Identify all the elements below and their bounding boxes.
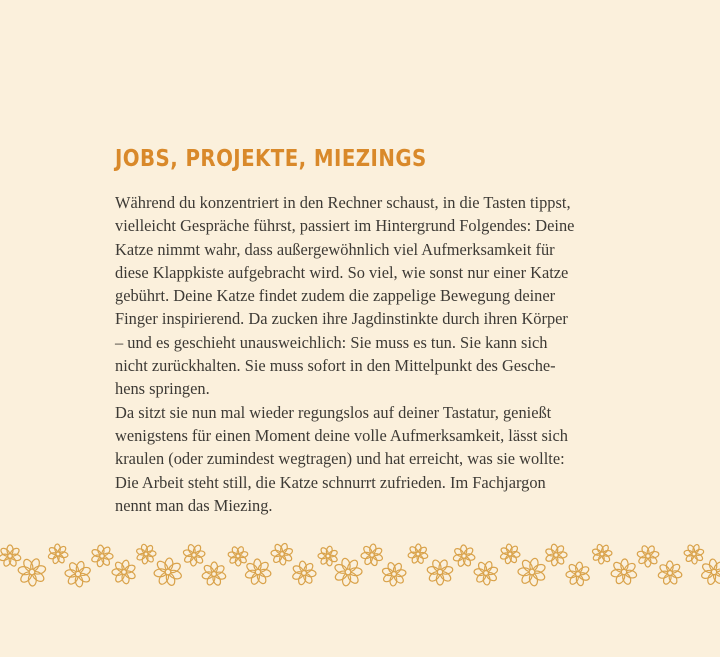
daisy-flower-icon bbox=[65, 561, 92, 588]
text-line: kraulen (oder zumindest wegtragen) und hat erreicht, was sie wollte: bbox=[115, 449, 565, 469]
daisy-flower-icon bbox=[658, 561, 683, 585]
daisy-flower-icon bbox=[112, 560, 136, 585]
daisy-flower-icon bbox=[545, 544, 567, 567]
text-line: nennt man das Miezing. bbox=[115, 495, 273, 515]
daisy-flower-icon bbox=[334, 557, 363, 586]
daisy-flower-icon bbox=[202, 562, 227, 586]
daisy-flower-icon bbox=[408, 544, 429, 564]
daisy-flower-icon bbox=[566, 562, 591, 587]
text-line: Finger inspirierend. Da zucken ihre Jagdinstinkte durch ihren Körper bbox=[115, 309, 568, 329]
daisy-flower-icon bbox=[382, 562, 407, 587]
text-line: diese Klappkiste aufgebracht wird. So viel, wie sonst nur einer Katze bbox=[115, 262, 569, 282]
daisy-flower-icon bbox=[701, 559, 720, 586]
text-line: gebührt. Deine Katze findet zudem die zappelige Bewegung deiner bbox=[115, 286, 556, 306]
daisy-flower-icon bbox=[637, 545, 660, 567]
daisy-flower-icon bbox=[91, 545, 113, 568]
daisy-flower-icon bbox=[318, 546, 338, 567]
daisy-flower-icon bbox=[292, 561, 317, 586]
text-line: Da sitzt sie nun mal wieder regungslos auf deiner Tastatur, genießt bbox=[115, 402, 552, 422]
text-line: Während du konzentriert in den Rechner schaust, in die Tasten tippst, bbox=[115, 193, 571, 212]
body-text bbox=[115, 191, 635, 517]
daisy-flower-icon bbox=[0, 545, 21, 567]
daisy-flower-icon bbox=[453, 545, 476, 567]
daisy-flower-icon bbox=[136, 544, 156, 565]
daisy-flower-icon bbox=[500, 544, 521, 565]
text-line: Katze nimmt wahr, dass außergewöhnlich viel Aufmerksamkeit für bbox=[115, 239, 555, 259]
daisy-flower-icon bbox=[427, 559, 454, 585]
text-line: Die Arbeit steht still, die Katze schnurrt zufrieden. Im Fachjargon bbox=[115, 472, 546, 492]
daisy-flower-icon bbox=[228, 546, 249, 566]
daisy-flower-icon bbox=[474, 561, 499, 586]
daisy-flower-icon bbox=[183, 544, 206, 567]
daisy-flower-icon bbox=[154, 558, 183, 587]
text-line: – und es geschieht unausweichlich: Sie muss es tun. Sie kann sich bbox=[115, 332, 548, 352]
text-line: hens springen. bbox=[115, 379, 210, 399]
daisy-flower-icon bbox=[611, 559, 638, 586]
daisy-flower-icon bbox=[684, 544, 705, 565]
daisy-flower-icon bbox=[518, 557, 547, 586]
page-title: JOBS, PROJEKTE, MIEZINGS bbox=[115, 146, 427, 172]
daisy-flower-icon bbox=[48, 544, 69, 565]
flower-border bbox=[0, 538, 720, 598]
daisy-flower-icon bbox=[245, 559, 272, 586]
text-line: vielleicht Gespräche führst, passiert im Hintergrund Folgendes: Deine bbox=[115, 216, 575, 236]
text-line: nicht zurückhalten. Sie muss sofort in den Mittelpunkt des Gesche- bbox=[115, 356, 556, 376]
daisy-flower-icon bbox=[361, 544, 384, 567]
daisy-flower-icon bbox=[18, 558, 47, 587]
text-line: wenigstens für einen Moment deine volle Aufmerksamkeit, lässt sich bbox=[115, 425, 568, 445]
daisy-flower-icon bbox=[592, 544, 613, 565]
daisy-flower-icon bbox=[271, 543, 294, 566]
